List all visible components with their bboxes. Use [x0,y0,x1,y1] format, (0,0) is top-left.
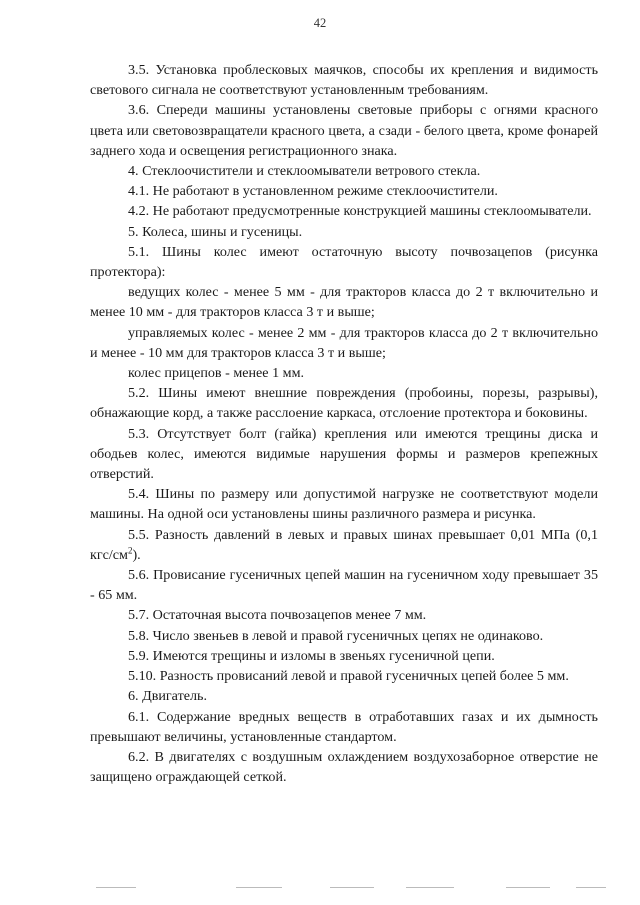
paragraph-5-4: 5.4. Шины по размеру или допустимой нагрузке не соответствуют модели машины. На одной оси установлены шины различного размера и рисунка. [90,486,598,523]
paragraph-3-5: 3.5. Установка проблесковых маячков, способы их крепления и видимость светового сигнала не соответствуют установленным требованиям. [90,62,598,99]
paragraph-5-6: 5.6. Провисание гусеничных цепей машин на гусеничном ходу превышает 35 - 65 мм. [90,567,598,604]
paragraph-5-10: 5.10. Разность провисаний левой и правой гусеничных цепей более 5 мм. [128,668,569,685]
scan-artifacts [0,887,640,891]
item-steered-wheels: управляемых колес - менее 2 мм - для тракторов класса до 2 т включительно и менее - 10 мм для тракторов класса 3 т и выше; [90,324,598,361]
paragraph-5-1: 5.1. Шины колес имеют остаточную высоту почвозацепов (рисунка протектора): [90,243,598,281]
paragraph-4-2: 4.2. Не работают предусмотренные конструкцией машины стеклоомыватели. [128,203,592,220]
page-number: 42 [313,16,327,30]
paragraph-5-5-text: 5.5. Разность давлений в левых и правых шинах превышает 0,01 МПа (0,1 кгс/см [90,526,598,563]
paragraph-5-3: 5.3. Отсутствует болт (гайка) крепления или имеются трещины диска и ободьев колес, имеются видимые нарушения формы и размеров крепежных отверстий. [90,425,598,483]
paragraph-4-1: 4.1. Не работают в установленном режиме стеклоочистители. [128,183,498,200]
paragraph-5-5 [90,525,598,565]
paragraph-5-8: 5.8. Число звеньев в левой и правой гусеничных цепях не одинаково. [128,627,544,644]
paragraph-5-9: 5.9. Имеются трещины и изломы в звеньях гусеничной цепи. [128,647,495,664]
item-trailer-wheels: колес прицепов - менее 1 мм. [128,365,305,382]
heading-4: 4. Стеклоочистители и стеклоомыватели ветрового стекла. [128,163,481,180]
paragraph-5-2: 5.2. Шины имеют внешние повреждения (пробоины, порезы, разрывы), обнажающие корд, а также расслоение каркаса, отслоение протектора и боковины. [90,385,598,422]
paragraph-3-6: 3.6. Спереди машины установлены световые приборы с огнями красного цвета или световозвращатели красного цвета, а сзади - белого цвета, кроме фонарей заднего хода и освещения регистрационного знака. [90,102,598,159]
document-body [90,60,598,787]
item-drive-wheels: ведущих колес - менее 5 мм - для тракторов класса до 2 т включительно и менее 10 мм - для тракторов класса 3 т и выше; [90,284,598,321]
paragraph-5-5-tail: ). [132,546,141,563]
heading-5: 5. Колеса, шины и гусеницы. [128,223,303,240]
superscript: 2 [127,545,133,556]
paragraph-6-2: 6.2. В двигателях с воздушным охлаждением воздухозаборное отверстие не защищено ограждающей сеткой. [90,748,598,786]
paragraph-5-7: 5.7. Остаточная высота почвозацепов менее 7 мм. [128,607,427,624]
heading-6: 6. Двигатель. [128,688,207,705]
paragraph-6-1: 6.1. Содержание вредных веществ в отработавших газах и их дымность превышают величины, установленные стандартом. [90,708,598,745]
